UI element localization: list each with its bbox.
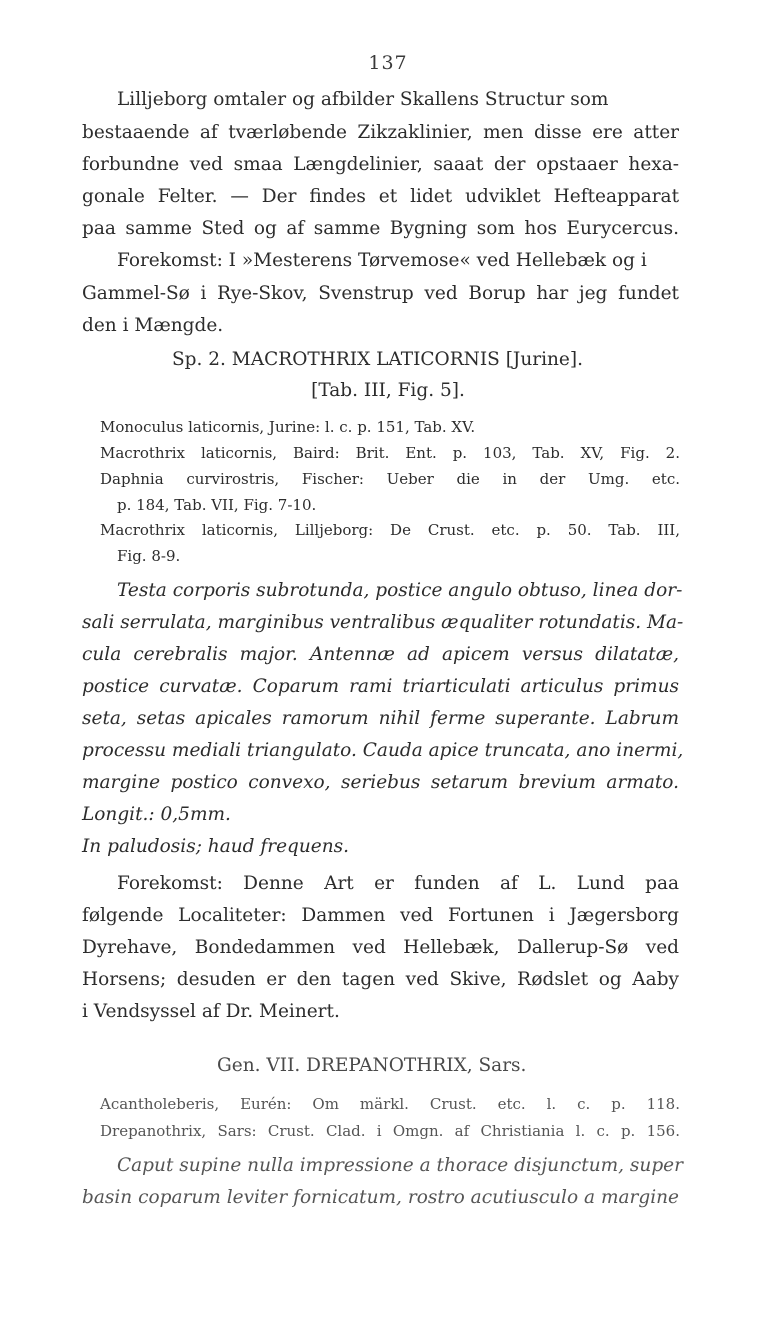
synonym-line: Fig. 8-9. (117, 547, 181, 565)
latin-description-line: margine postico convexo, seriebus setarum brevium armato. (82, 772, 679, 793)
synonym-line: Daphnia curvirostris, Fischer: Ueber die in der Umg. etc. (100, 470, 680, 488)
latin-description-line: processu mediali triangulato. Cauda apice truncata, ano inermi, (82, 740, 684, 761)
paragraph-line: forbundne ved smaa Længdelinier, saaat der opstaaer hexa- (82, 154, 679, 175)
genus-description-line: basin coparum leviter fornicatum, rostro acutiusculo a margine (82, 1187, 679, 1208)
occurrence-line: Forekomst: I »Mesterens Tørvemose« ved Hellebæk og i (117, 250, 647, 271)
paragraph-line: paa samme Sted og af samme Bygning som hos Eurycercus. (82, 218, 679, 239)
species-plate-ref: [Tab. III, Fig. 5]. (311, 380, 465, 401)
latin-description-line: seta, setas apicales ramorum nihil ferme superante. Labrum (82, 708, 679, 729)
genus-description-line: Caput supine nulla impressione a thorace disjunctum, super (117, 1155, 683, 1176)
occurrence-line: følgende Localiteter: Dammen ved Fortunen i Jægersborg (82, 905, 679, 926)
occurrence-line: i Vendsyssel af Dr. Meinert. (82, 1001, 340, 1022)
synonym-line: Monoculus laticornis, Jurine: l. c. p. 151, Tab. XV. (100, 418, 476, 436)
occurrence-line: Gammel-Sø i Rye-Skov, Svenstrup ved Borup har jeg fundet (82, 283, 679, 304)
occurrence-line: Dyrehave, Bondedammen ved Hellebæk, Dallerup-Sø ved (82, 937, 679, 958)
genus-synonym-line: Acantholeberis, Eurén: Om märkl. Crust. etc. l. c. p. 118. (100, 1095, 680, 1113)
latin-description-line: Testa corporis subrotunda, postice angulo obtuso, linea dor- (117, 580, 683, 601)
latin-description-line: sali serrulata, marginibus ventralibus æqualiter rotundatis. Ma- (82, 612, 684, 633)
paragraph-line: bestaaende af tværløbende Zikzaklinier, men disse ere atter (82, 122, 679, 143)
latin-description-line: cula cerebralis major. Antennæ ad apicem versus dilatatæ, (82, 644, 679, 665)
occurrence-line: den i Mængde. (82, 315, 224, 336)
paragraph-line: gonale Felter. — Der findes et lidet udviklet Hefteapparat (82, 186, 679, 207)
species-heading: Sp. 2. MACROTHRIX LATICORNIS [Jurine]. (172, 349, 583, 370)
synonym-line: Macrothrix laticornis, Lilljeborg: De Crust. etc. p. 50. Tab. III, (100, 521, 680, 539)
habitat-note: In paludosis; haud frequens. (82, 836, 350, 857)
paragraph-line: Lilljeborg omtaler og afbilder Skallens Structur som (117, 89, 609, 110)
length-measure: Longit.: 0,5mm. (82, 804, 231, 825)
occurrence-line: Horsens; desuden er den tagen ved Skive, Rødslet og Aaby (82, 969, 679, 990)
genus-synonym-line: Drepanothrix, Sars: Crust. Clad. i Omgn. af Christiania l. c. p. 156. (100, 1122, 680, 1140)
synonym-line: Macrothrix laticornis, Baird: Brit. Ent. p. 103, Tab. XV, Fig. 2. (100, 444, 680, 462)
page-number: 137 (368, 52, 408, 74)
synonym-line: p. 184, Tab. VII, Fig. 7-10. (117, 496, 317, 514)
genus-heading: Gen. VII. DREPANOTHRIX, Sars. (217, 1055, 527, 1076)
latin-description-line: postice curvatæ. Coparum rami triarticulati articulus primus (82, 676, 679, 697)
occurrence-line: Forekomst: Denne Art er funden af L. Lund paa (117, 873, 679, 894)
